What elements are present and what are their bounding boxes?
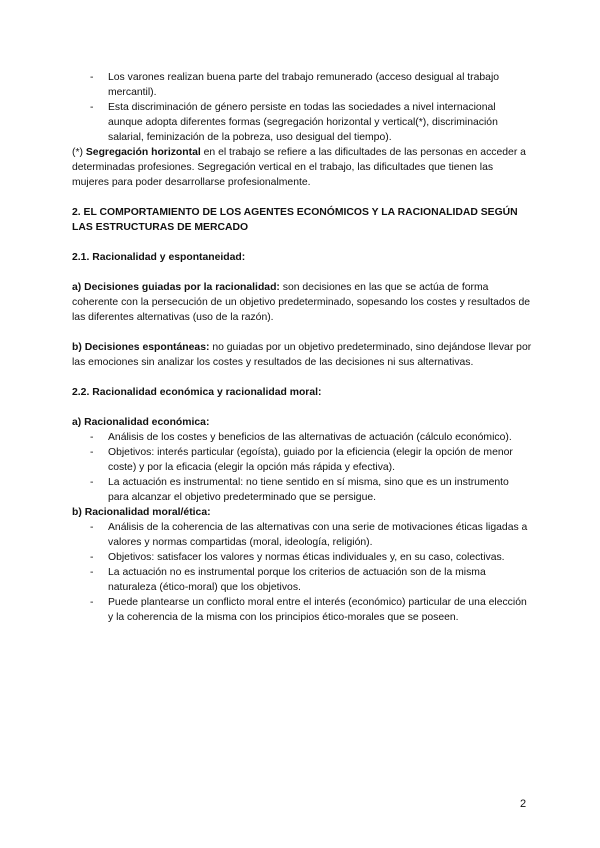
subsection-heading-2-1: 2.1. Racionalidad y espontaneidad:	[72, 252, 246, 263]
bullet-dash: -	[90, 567, 94, 578]
list-item-text: Objetivos: interés particular (egoísta), guiado por la eficiencia (elegir la opción de menor coste) y por la eficacia (elegir la opción más rápida y efectiva).	[108, 447, 513, 473]
bullet-dash: -	[90, 102, 94, 113]
list-item-text: Análisis de la coherencia de las alternativas con una serie de motivaciones éticas ligadas a valores y normas compartidas (moral, ideología, religión).	[108, 522, 528, 548]
list-item-text: Objetivos: satisfacer los valores y normas éticas individuales y, en su caso, colectivas.	[108, 552, 505, 563]
definition-a-text: son decisiones en las que se actúa de forma coherente con la persecución de un objetivo predeterminado, sopesando los costes y resultados de las diferentes alternativas (uso de la razón).	[72, 282, 531, 323]
economic-rationality-list	[72, 430, 532, 505]
moral-rationality-list	[72, 520, 532, 625]
list-item-text: Esta discriminación de género persiste en todas las sociedades a nivel internacional aunque adopta diferentes formas (segregación horizontal y vertical(*), discriminación salarial, feminización de la pobreza, uso desigual del tiempo).	[108, 102, 498, 143]
footnote-paragraph	[72, 145, 532, 190]
list-item	[72, 100, 532, 145]
definition-b-text: no guiadas por un objetivo predeterminado, sino dejándose llevar por las emociones sin analizar los costes y resultados de las decisiones ni sus alternativas.	[72, 342, 532, 368]
bullet-dash: -	[90, 432, 94, 443]
section-heading: 2. EL COMPORTAMIENTO DE LOS AGENTES ECONÓMICOS Y LA RACIONALIDAD SEGÚN LAS ESTRUCTURAS DE MERCADO	[72, 207, 518, 233]
list-item-text: La actuación no es instrumental porque los criterios de actuación son de la misma naturaleza (ético-moral) que los objetivos.	[108, 567, 486, 593]
bullet-dash: -	[90, 477, 94, 488]
subsection-heading-2-2: 2.2. Racionalidad económica y racionalidad moral:	[72, 387, 322, 398]
page-content	[72, 70, 532, 625]
footnote-text: en el trabajo se refiere a las dificultades de las personas en acceder a determinadas profesiones. Segregación vertical en el trabajo, las dificultades que tienen las mujeres para poder desarrollarse profesionalmente.	[72, 147, 526, 188]
footnote-term: Segregación horizontal	[85, 147, 201, 158]
list-item	[72, 595, 532, 625]
list-item-text: Los varones realizan buena parte del trabajo remunerado (acceso desigual al trabajo mercantil).	[108, 72, 500, 98]
list-item	[72, 565, 532, 595]
definition-b	[72, 340, 532, 370]
list-item-text: Análisis de los costes y beneficios de las alternativas de actuación (cálculo económico).	[108, 432, 512, 443]
list-a-label: a) Racionalidad económica:	[72, 417, 210, 428]
definition-b-term: b) Decisiones espontáneas:	[72, 342, 210, 353]
top-bullet-list	[72, 70, 532, 145]
bullet-dash: -	[90, 552, 94, 563]
list-item	[72, 550, 532, 565]
bullet-dash: -	[90, 72, 94, 83]
list-item-text: Puede plantearse un conflicto moral entre el interés (económico) particular de una elección y la coherencia de la misma con los principios ético-morales que se poseen.	[108, 597, 527, 623]
page-number: 2	[520, 798, 527, 810]
list-item	[72, 520, 532, 550]
bullet-dash: -	[90, 447, 94, 458]
list-item	[72, 430, 532, 445]
list-item	[72, 70, 532, 100]
list-b-label: b) Racionalidad moral/ética:	[72, 507, 211, 518]
list-item-text: La actuación es instrumental: no tiene sentido en sí misma, sino que es un instrumento para alcanzar el objetivo predeterminado que se persigue.	[108, 477, 509, 503]
footnote-prefix: (*)	[72, 147, 86, 158]
bullet-dash: -	[90, 522, 94, 533]
list-item	[72, 445, 532, 475]
definition-a	[72, 280, 532, 325]
definition-a-term: a) Decisiones guiadas por la racionalidad:	[72, 282, 280, 293]
bullet-dash: -	[90, 597, 94, 608]
list-item	[72, 475, 532, 505]
